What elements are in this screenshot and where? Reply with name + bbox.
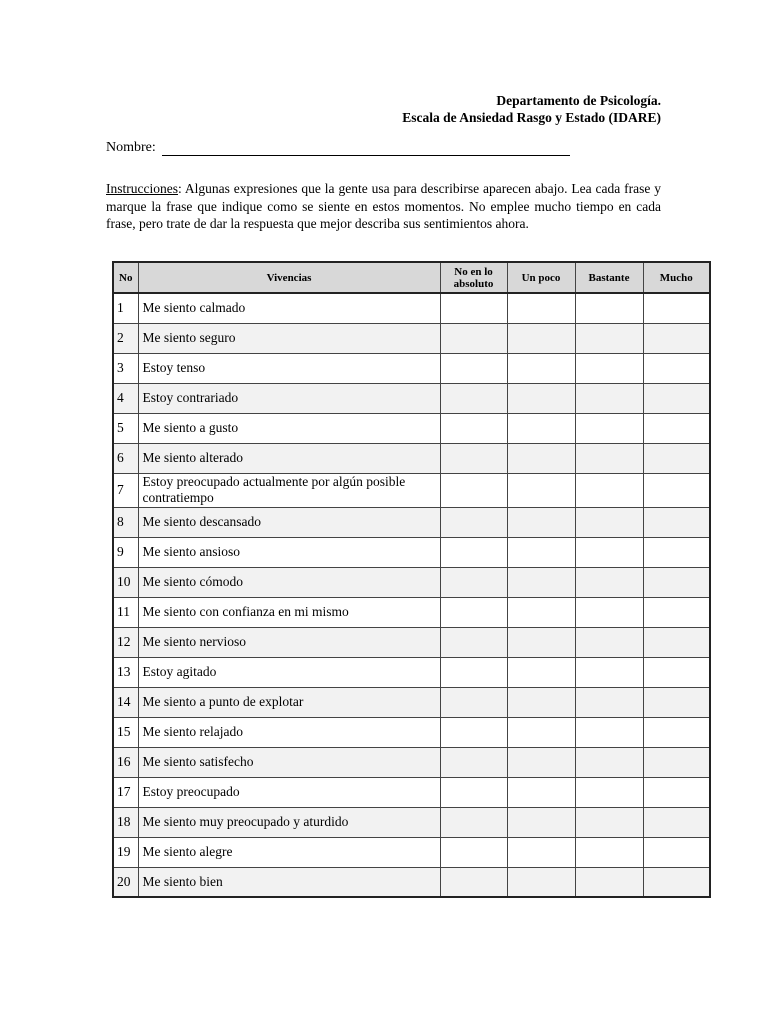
row-number: 3 (113, 353, 138, 383)
answer-cell-mucho[interactable] (643, 777, 710, 807)
column-header-vivencias: Vivencias (138, 262, 440, 293)
answer-cell-mucho[interactable] (643, 807, 710, 837)
answer-cell-bastante[interactable] (575, 837, 643, 867)
answer-cell-bastante[interactable] (575, 597, 643, 627)
row-statement: Me siento seguro (138, 323, 440, 353)
row-statement: Estoy tenso (138, 353, 440, 383)
answer-cell-un-poco[interactable] (507, 807, 575, 837)
row-statement: Estoy preocupado (138, 777, 440, 807)
row-statement: Me siento a gusto (138, 413, 440, 443)
column-header-line: No en lo (454, 265, 493, 278)
questionnaire-table (112, 261, 711, 898)
answer-cell-un-poco[interactable] (507, 443, 575, 473)
answer-cell-no-en-lo-absoluto[interactable] (440, 657, 507, 687)
row-statement: Me siento satisfecho (138, 747, 440, 777)
answer-cell-no-en-lo-absoluto[interactable] (440, 867, 507, 897)
answer-cell-no-en-lo-absoluto[interactable] (440, 507, 507, 537)
answer-cell-bastante[interactable] (575, 777, 643, 807)
instructions-lead: Instrucciones (106, 181, 178, 196)
row-number: 9 (113, 537, 138, 567)
table-row (113, 867, 710, 897)
row-statement: Me siento cómodo (138, 567, 440, 597)
table-row (113, 627, 710, 657)
answer-cell-un-poco[interactable] (507, 507, 575, 537)
answer-cell-no-en-lo-absoluto[interactable] (440, 293, 507, 323)
row-statement: Estoy agitado (138, 657, 440, 687)
column-header-no: No (113, 262, 138, 293)
row-statement: Me siento a punto de explotar (138, 687, 440, 717)
answer-cell-bastante[interactable] (575, 657, 643, 687)
answer-cell-mucho[interactable] (643, 507, 710, 537)
scale-title: Escala de Ansiedad Rasgo y Estado (IDARE) (402, 110, 661, 125)
table-row (113, 747, 710, 777)
column-header-no-en-lo-absoluto (440, 262, 507, 293)
table-header-row (113, 262, 710, 293)
row-statement: Me siento con confianza en mi mismo (138, 597, 440, 627)
answer-cell-bastante[interactable] (575, 293, 643, 323)
answer-cell-no-en-lo-absoluto[interactable] (440, 537, 507, 567)
name-label: Nombre: (106, 140, 156, 155)
row-statement: Me siento alegre (138, 837, 440, 867)
answer-cell-mucho[interactable] (643, 867, 710, 897)
answer-cell-un-poco[interactable] (507, 777, 575, 807)
table-row (113, 717, 710, 747)
answer-cell-un-poco[interactable] (507, 293, 575, 323)
answer-cell-un-poco[interactable] (507, 353, 575, 383)
row-statement: Me siento alterado (138, 443, 440, 473)
row-number: 14 (113, 687, 138, 717)
row-number: 2 (113, 323, 138, 353)
answer-cell-un-poco[interactable] (507, 323, 575, 353)
answer-cell-mucho[interactable] (643, 567, 710, 597)
instructions-text: : Algunas expresiones que la gente usa para describirse aparecen abajo. Lea cada frase y marque la frase que indique como se siente en estos momentos. No emplee mucho tiempo en cada frase, pero trate de dar la respuesta que mejor describa sus sentimientos ahora. (106, 181, 661, 231)
answer-cell-no-en-lo-absoluto[interactable] (440, 383, 507, 413)
answer-cell-un-poco[interactable] (507, 717, 575, 747)
answer-cell-no-en-lo-absoluto[interactable] (440, 747, 507, 777)
row-number: 17 (113, 777, 138, 807)
answer-cell-mucho[interactable] (643, 717, 710, 747)
row-number: 19 (113, 837, 138, 867)
answer-cell-mucho[interactable] (643, 473, 710, 507)
answer-cell-mucho[interactable] (643, 353, 710, 383)
row-number: 1 (113, 293, 138, 323)
answer-cell-no-en-lo-absoluto[interactable] (440, 413, 507, 443)
answer-cell-bastante[interactable] (575, 353, 643, 383)
row-number: 4 (113, 383, 138, 413)
table-row (113, 413, 710, 443)
answer-cell-mucho[interactable] (643, 597, 710, 627)
answer-cell-mucho[interactable] (643, 837, 710, 867)
answer-cell-mucho[interactable] (643, 293, 710, 323)
row-statement: Me siento muy preocupado y aturdido (138, 807, 440, 837)
answer-cell-no-en-lo-absoluto[interactable] (440, 353, 507, 383)
answer-cell-un-poco[interactable] (507, 567, 575, 597)
answer-cell-un-poco[interactable] (507, 537, 575, 567)
table-row (113, 687, 710, 717)
answer-cell-no-en-lo-absoluto[interactable] (440, 323, 507, 353)
answer-cell-bastante[interactable] (575, 507, 643, 537)
document-header (402, 92, 661, 126)
answer-cell-un-poco[interactable] (507, 867, 575, 897)
column-header-un-poco: Un poco (507, 262, 575, 293)
answer-cell-mucho[interactable] (643, 443, 710, 473)
answer-cell-mucho[interactable] (643, 747, 710, 777)
instructions-paragraph (106, 180, 661, 233)
answer-cell-bastante[interactable] (575, 537, 643, 567)
answer-cell-mucho[interactable] (643, 413, 710, 443)
answer-cell-bastante[interactable] (575, 717, 643, 747)
answer-cell-un-poco[interactable] (507, 597, 575, 627)
row-number: 16 (113, 747, 138, 777)
answer-cell-bastante[interactable] (575, 747, 643, 777)
row-statement: Me siento nervioso (138, 627, 440, 657)
row-number: 7 (113, 473, 138, 507)
answer-cell-mucho[interactable] (643, 627, 710, 657)
table-row (113, 537, 710, 567)
answer-cell-un-poco[interactable] (507, 687, 575, 717)
answer-cell-un-poco[interactable] (507, 383, 575, 413)
row-number: 18 (113, 807, 138, 837)
answer-cell-mucho[interactable] (643, 687, 710, 717)
name-input-line[interactable] (162, 142, 570, 156)
row-number: 8 (113, 507, 138, 537)
answer-cell-un-poco[interactable] (507, 837, 575, 867)
answer-cell-bastante[interactable] (575, 807, 643, 837)
answer-cell-bastante[interactable] (575, 867, 643, 897)
row-statement: Estoy preocupado actualmente por algún posible contratiempo (138, 473, 440, 507)
row-number: 11 (113, 597, 138, 627)
column-header-mucho: Mucho (643, 262, 710, 293)
row-statement: Me siento bien (138, 867, 440, 897)
row-number: 10 (113, 567, 138, 597)
answer-cell-un-poco[interactable] (507, 657, 575, 687)
answer-cell-bastante[interactable] (575, 383, 643, 413)
table-row (113, 507, 710, 537)
table-row (113, 383, 710, 413)
answer-cell-bastante[interactable] (575, 627, 643, 657)
answer-cell-no-en-lo-absoluto[interactable] (440, 597, 507, 627)
answer-cell-bastante[interactable] (575, 443, 643, 473)
name-field-row (106, 140, 570, 156)
answer-cell-mucho[interactable] (643, 323, 710, 353)
table-row (113, 567, 710, 597)
table-row (113, 777, 710, 807)
row-number: 20 (113, 867, 138, 897)
answer-cell-no-en-lo-absoluto[interactable] (440, 473, 507, 507)
row-statement: Me siento relajado (138, 717, 440, 747)
table-row (113, 807, 710, 837)
row-number: 5 (113, 413, 138, 443)
answer-cell-no-en-lo-absoluto[interactable] (440, 443, 507, 473)
answer-cell-no-en-lo-absoluto[interactable] (440, 627, 507, 657)
row-statement: Me siento descansado (138, 507, 440, 537)
table-row (113, 353, 710, 383)
row-statement: Me siento ansioso (138, 537, 440, 567)
answer-cell-bastante[interactable] (575, 323, 643, 353)
table-row (113, 837, 710, 867)
answer-cell-un-poco[interactable] (507, 747, 575, 777)
table-row (113, 473, 710, 507)
row-number: 13 (113, 657, 138, 687)
answer-cell-no-en-lo-absoluto[interactable] (440, 837, 507, 867)
column-header-bastante: Bastante (575, 262, 643, 293)
answer-cell-no-en-lo-absoluto[interactable] (440, 567, 507, 597)
answer-cell-bastante[interactable] (575, 473, 643, 507)
answer-cell-bastante[interactable] (575, 687, 643, 717)
row-number: 15 (113, 717, 138, 747)
answer-cell-no-en-lo-absoluto[interactable] (440, 687, 507, 717)
answer-cell-un-poco[interactable] (507, 627, 575, 657)
department-title: Departamento de Psicología. (496, 93, 661, 108)
answer-cell-mucho[interactable] (643, 537, 710, 567)
answer-cell-no-en-lo-absoluto[interactable] (440, 777, 507, 807)
answer-cell-bastante[interactable] (575, 567, 643, 597)
table-row (113, 443, 710, 473)
table-row (113, 597, 710, 627)
row-number: 12 (113, 627, 138, 657)
answer-cell-no-en-lo-absoluto[interactable] (440, 717, 507, 747)
column-header-line: absoluto (453, 277, 494, 290)
row-statement: Me siento calmado (138, 293, 440, 323)
answer-cell-un-poco[interactable] (507, 413, 575, 443)
answer-cell-no-en-lo-absoluto[interactable] (440, 807, 507, 837)
answer-cell-mucho[interactable] (643, 383, 710, 413)
answer-cell-bastante[interactable] (575, 413, 643, 443)
table-row (113, 657, 710, 687)
row-statement: Estoy contrariado (138, 383, 440, 413)
answer-cell-un-poco[interactable] (507, 473, 575, 507)
answer-cell-mucho[interactable] (643, 657, 710, 687)
row-number: 6 (113, 443, 138, 473)
table-row (113, 323, 710, 353)
table-row (113, 293, 710, 323)
